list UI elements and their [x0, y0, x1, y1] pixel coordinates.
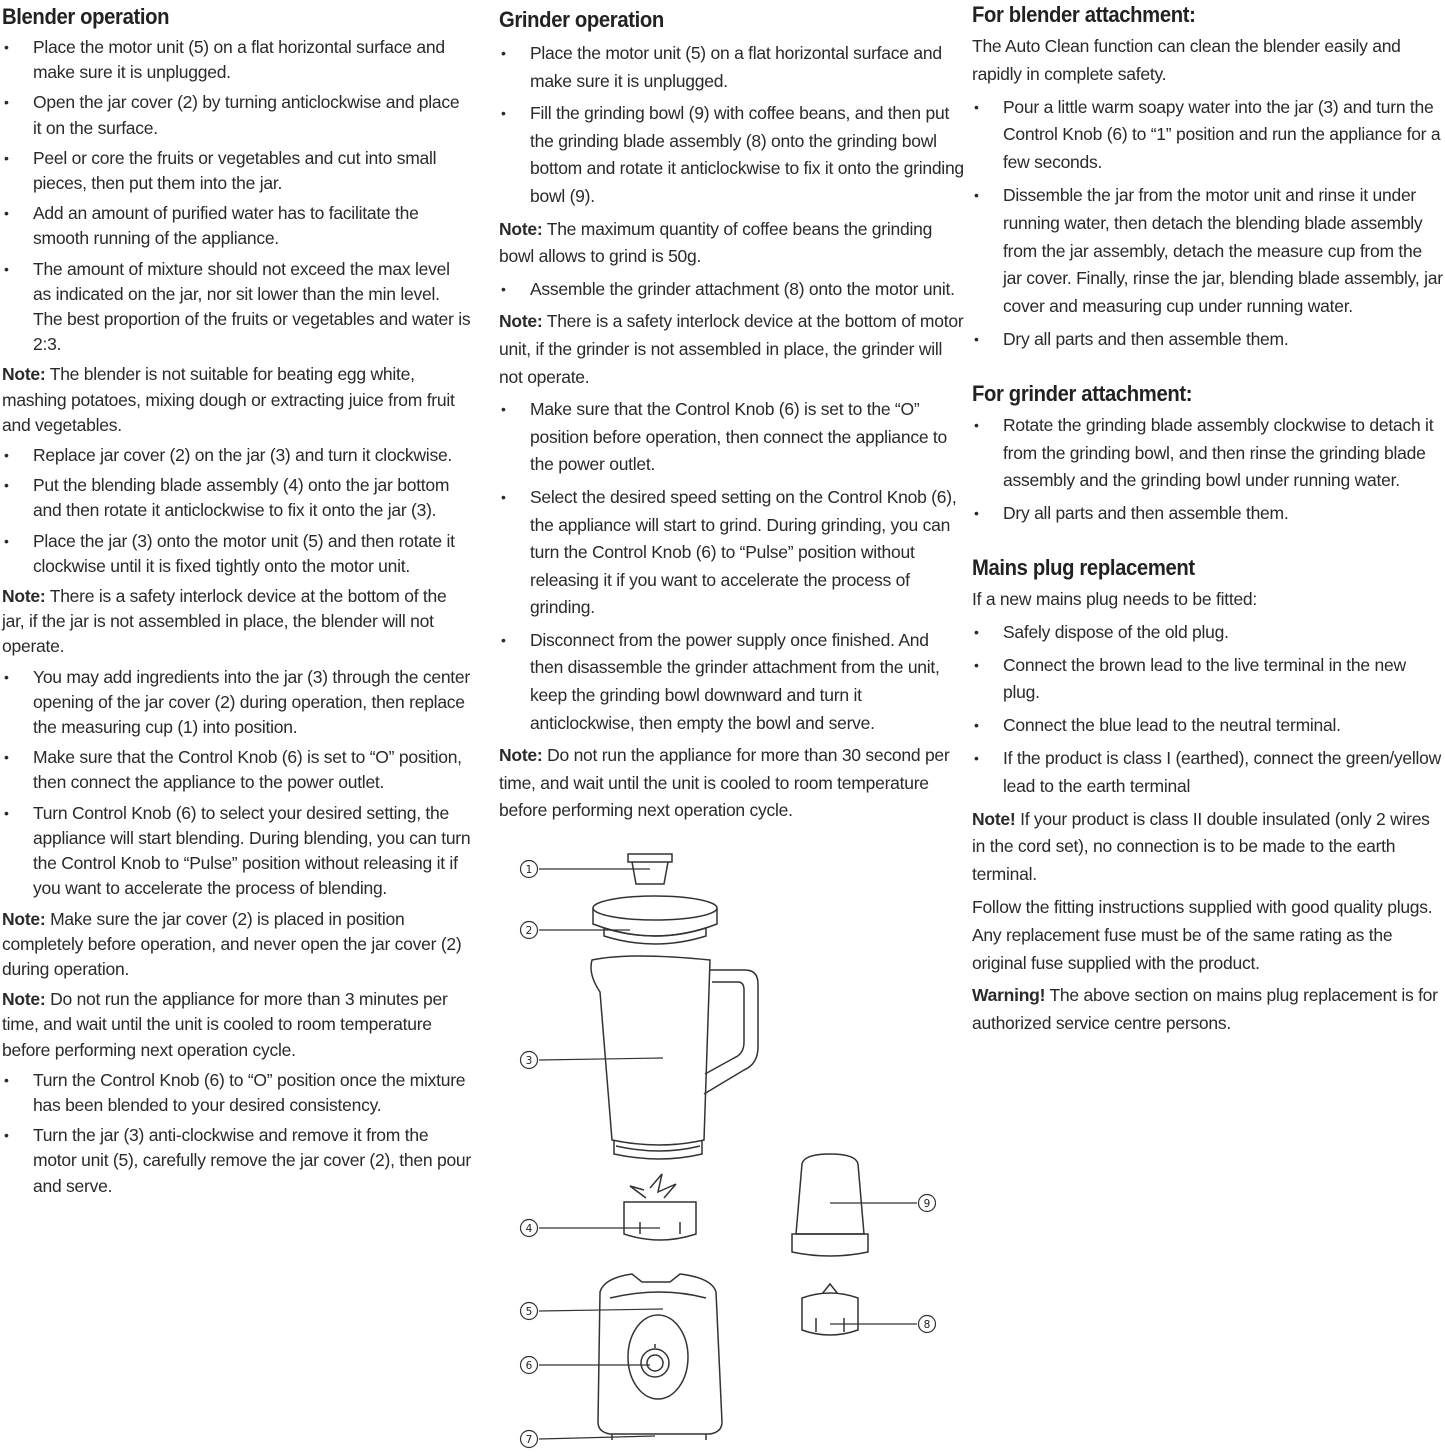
grinder-operation-column [499, 0, 965, 830]
blender-cleaning-list [972, 94, 1444, 354]
note-text: There is a safety interlock device at the bottom of the jar, if the jar is not assembled in place, the blender will not operate. [2, 586, 447, 657]
mains-plug-heading: Mains plug replacement [972, 554, 1195, 580]
grinder-steps-list-3 [499, 396, 965, 737]
list-item: • Safely dispose of the old plug. [972, 619, 1444, 647]
blending-blade-drawing [624, 1174, 696, 1240]
callout-number: 4 [525, 1223, 533, 1235]
callout-number: 3 [525, 1055, 533, 1067]
note-paragraph [499, 308, 965, 391]
grinder-cleaning-list [972, 412, 1444, 528]
list-item: • Pour a little warm soapy water into the jar (3) and turn the Control Knob (6) to “1” position and run the appliance for a few seconds. [972, 94, 1444, 177]
list-item: • Make sure that the Control Knob (6) is set to “O” position, then connect the appliance to the power outlet. [2, 745, 472, 795]
grinder-steps-list-2 [499, 276, 965, 304]
intro-paragraph: If a new mains plug needs to be fitted: [972, 588, 1258, 609]
grinder-steps-list-1 [499, 40, 965, 211]
note-paragraph [972, 806, 1444, 889]
grinding-bowl-drawing [792, 1154, 868, 1256]
list-item: • If the product is class I (earthed), connect the green/yellow lead to the earth terminal [972, 745, 1444, 801]
note-label: Note: [2, 908, 46, 929]
blender-steps-list-3 [2, 665, 472, 902]
callout-number: 1 [525, 864, 533, 876]
plug-steps-list [972, 619, 1444, 801]
list-item: • Peel or core the fruits or vegetables and cut into small pieces, then put them into the jar. [2, 146, 472, 196]
cleaning-plug-column [972, 0, 1444, 1043]
warning-label: Warning! [972, 985, 1046, 1006]
note-paragraph [499, 742, 965, 825]
callout-numbers [526, 864, 931, 1446]
note-text: Do not run the appliance for more than 30 second per time, and wait until the unit is cooled to room temperature before performing next operation cycle. [499, 745, 950, 821]
list-item: • Connect the blue lead to the neutral terminal. [972, 712, 1444, 740]
note-label: Note: [2, 364, 46, 385]
grinder-attachment-heading: For grinder attachment: [972, 380, 1193, 406]
warning-paragraph [972, 982, 1444, 1038]
callout-markers [521, 861, 936, 1448]
intro-paragraph: The Auto Clean function can clean the blender easily and rapidly in complete safety. [972, 36, 1401, 84]
note-label: Note: [2, 586, 46, 607]
list-item: • Make sure that the Control Knob (6) is set to the “O” position before operation, then connect the appliance to the power outlet. [499, 396, 965, 479]
list-item: • Rotate the grinding blade assembly clockwise to detach it from the grinding bowl, and then rinse the grinding blade assembly and the grinding bowl under running water. [972, 412, 1444, 495]
motor-unit-drawing [598, 1274, 722, 1440]
list-item: • You may add ingredients into the jar (3) through the center opening of the jar cover (2) during operation, then replace the measuring cup (1) into position. [2, 665, 472, 741]
note-paragraph [499, 216, 965, 271]
list-item: • Dissemble the jar from the motor unit and rinse it under running water, then detach the blending blade assembly from the jar assembly, detach the measure cup from the jar cover. Finally, rinse the jar, blending blade assembly, jar cover and measuring cup under running water. [972, 182, 1444, 321]
list-item: • Turn the jar (3) anti-clockwise and remove it from the motor unit (5), carefully remove the jar cover (2), then pour and serve. [2, 1123, 472, 1199]
list-item: • Connect the brown lead to the live terminal in the new plug. [972, 652, 1444, 708]
note-text: If your product is class II double insulated (only 2 wires in the cord set), no connection is to be made to the earth terminal. [972, 808, 1430, 885]
note-text: The maximum quantity of coffee beans the grinding bowl allows to grind is 50g. [499, 218, 933, 267]
callout-number: 6 [525, 1360, 533, 1372]
note-label: Note: [499, 745, 543, 766]
note-label: Note: [499, 311, 543, 332]
grinder-operation-heading: Grinder operation [499, 7, 664, 32]
grinding-blade-drawing [802, 1284, 858, 1335]
note-text: Make sure the jar cover (2) is placed in position completely before operation, and never open the jar cover (2) during operation. [2, 908, 462, 979]
blender-operation-heading: Blender operation [2, 4, 170, 29]
note-label: Note: [2, 989, 46, 1010]
list-item: • The amount of mixture should not exceed the max level as indicated on the jar, nor sit lower than the min level. The best proportion of the fruits or vegetables and water is 2:3. [2, 257, 472, 358]
list-item: • Select the desired speed setting on the Control Knob (6), the appliance will start to grind. During grinding, you can turn the Control Knob (6) to “Pulse” position without releasing it if you want to accelerate the process of grinding. [499, 484, 965, 622]
list-item: • Put the blending blade assembly (4) onto the jar bottom and then rotate it anticlockwise to fix it onto the jar (3). [2, 473, 472, 523]
list-item: • Add an amount of purified water has to facilitate the smooth running of the appliance. [2, 201, 472, 251]
jar-drawing [591, 956, 758, 1159]
note-paragraph [2, 907, 472, 983]
warning-text: The above section on mains plug replacement is for authorized service centre persons. [972, 985, 1438, 1034]
list-item: • Place the motor unit (5) on a flat horizontal surface and make sure it is unplugged. [499, 40, 965, 95]
list-item: • Fill the grinding bowl (9) with coffee beans, and then put the grinding blade assembly (8) onto the grinding bowl bottom and rotate it anticlockwise to fix it onto the grinding bowl (9). [499, 100, 965, 210]
list-item: • Dry all parts and then assemble them. [972, 326, 1444, 354]
callout-leaders [539, 869, 917, 1439]
fitting-paragraph: Follow the fitting instructions supplied with good quality plugs. Any replacement fuse must be of the same rating as the original fuse supplied with the product. [972, 896, 1433, 973]
parts-diagram [500, 842, 960, 1454]
callout-number: 9 [923, 1198, 931, 1210]
blender-operation-column [2, 0, 472, 1204]
list-item: • Turn Control Knob (6) to select your desired setting, the appliance will start blending. During blending, you can turn the Control Knob to “Pulse” position without releasing it if you want to accelerate the process of blending. [2, 801, 472, 902]
blender-steps-list-2 [2, 443, 472, 579]
callout-number: 2 [525, 925, 533, 937]
note-paragraph [2, 584, 472, 660]
list-item: • Place the motor unit (5) on a flat horizontal surface and make sure it is unplugged. [2, 35, 472, 85]
blender-steps-list-4 [2, 1068, 472, 1199]
callout-number: 8 [923, 1319, 931, 1331]
list-item: • Turn the Control Knob (6) to “O” position once the mixture has been blended to your desired consistency. [2, 1068, 472, 1118]
note-label: Note: [499, 218, 543, 239]
list-item: • Disconnect from the power supply once finished. And then disassemble the grinder attachment from the unit, keep the grinding bowl downward and turn it anticlockwise, then empty the bowl and serve. [499, 627, 965, 737]
blender-steps-list-1 [2, 35, 472, 357]
note-paragraph [2, 362, 472, 438]
blender-attachment-heading: For blender attachment: [972, 2, 1196, 27]
jar-cover-drawing [593, 896, 717, 944]
note-text: There is a safety interlock device at the bottom of motor unit, if the grinder is not assembled in place, the grinder will not operate. [499, 311, 964, 387]
note-text: The blender is not suitable for beating egg white, mashing potatoes, mixing dough or extracting juice from fruit and vegetables. [2, 364, 455, 435]
list-item: • Assemble the grinder attachment (8) onto the motor unit. [499, 276, 965, 304]
list-item: • Place the jar (3) onto the motor unit (5) and then rotate it clockwise until it is fixed tightly onto the motor unit. [2, 529, 472, 579]
callout-number: 5 [525, 1306, 533, 1318]
callout-number: 7 [525, 1434, 533, 1446]
list-item: • Open the jar cover (2) by turning anticlockwise and place it on the surface. [2, 90, 472, 140]
list-item: • Replace jar cover (2) on the jar (3) and turn it clockwise. [2, 443, 472, 468]
note-label: Note! [972, 808, 1016, 829]
note-paragraph [2, 987, 472, 1063]
note-text: Do not run the appliance for more than 3 minutes per time, and wait until the unit is cooled to room temperature before performing next operation cycle. [2, 989, 448, 1060]
list-item: • Dry all parts and then assemble them. [972, 500, 1444, 528]
